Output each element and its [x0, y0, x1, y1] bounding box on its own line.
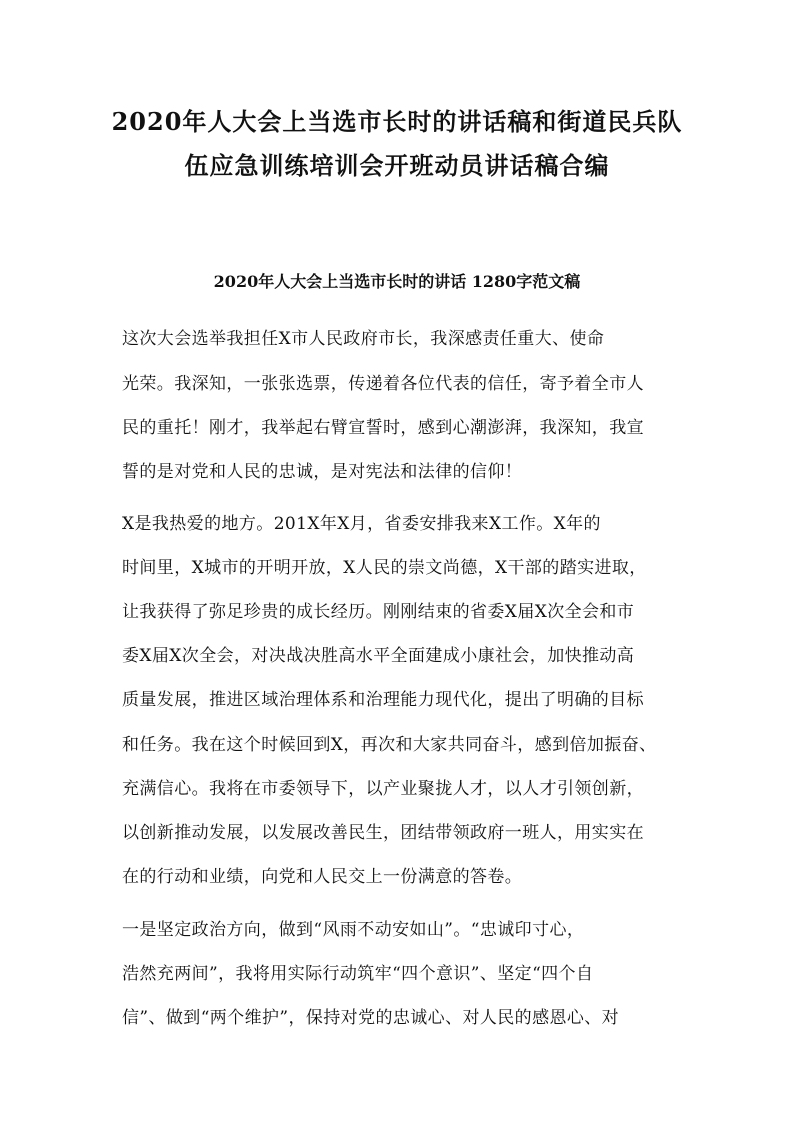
- paragraph-line: 委X届X次全会，对决战决胜高水平全面建成小康社会，加快推动高: [122, 646, 635, 666]
- paragraph-line: 民的重托！刚才，我举起右臂宣誓时，感到心潮澎湃，我深知，我宣: [122, 418, 644, 438]
- paragraph-line: 以创新推动发展，以发展改善民生，团结带领政府一班人，用实实在: [122, 823, 644, 843]
- paragraph-line: 光荣。我深知，一张张选票，传递着各位代表的信任，寄予着全市人: [122, 374, 644, 394]
- paragraph-line: 质量发展，推进区域治理体系和治理能力现代化，提出了明确的目标: [122, 690, 644, 710]
- paragraph-line: 誓的是对党和人民的忠诚，是对宪法和法律的信仰！: [122, 462, 523, 482]
- paragraph-line: 一是坚定政治方向，做到“风雨不动安如山”。“忠诚印寸心，: [122, 920, 585, 940]
- paragraph-line: 信”、做到“两个维护”，保持对党的忠诚心、对人民的感恩心、对: [122, 1008, 620, 1028]
- paragraph-line: 浩然充两间”，我将用实际行动筑牢“四个意识”、坚定“四个自: [122, 964, 594, 984]
- paragraph-line: 这次大会选举我担任X市人民政府市长，我深感责任重大、使命: [122, 329, 605, 349]
- document-title-line-2: 伍应急训练培训会开班动员讲话稿合编: [184, 151, 610, 180]
- paragraph-line: 让我获得了弥足珍贵的成长经历。刚刚结束的省委X届X次全会和市: [122, 602, 635, 622]
- paragraph-line: 在的行动和业绩，向党和人民交上一份满意的答卷。: [122, 867, 523, 887]
- paragraph-line: X是我热爱的地方。201X年X月，省委安排我来X工作。X年的: [122, 514, 601, 534]
- section-title: 2020年人大会上当选市长时的讲话 1280字范文稿: [213, 272, 581, 291]
- paragraph-line: 充满信心。我将在市委领导下，以产业聚拢人才，以人才引领创新，: [122, 779, 644, 799]
- paragraph-line: 和任务。我在这个时候回到X，再次和大家共同奋斗，感到倍加振奋、: [122, 735, 657, 755]
- document-title-line-1: 2020年人大会上当选市长时的讲话稿和街道民兵队: [111, 107, 683, 136]
- paragraph-line: 时间里，X城市的开明开放，X人民的崇文尚德，X干部的踏实进取，: [122, 558, 647, 578]
